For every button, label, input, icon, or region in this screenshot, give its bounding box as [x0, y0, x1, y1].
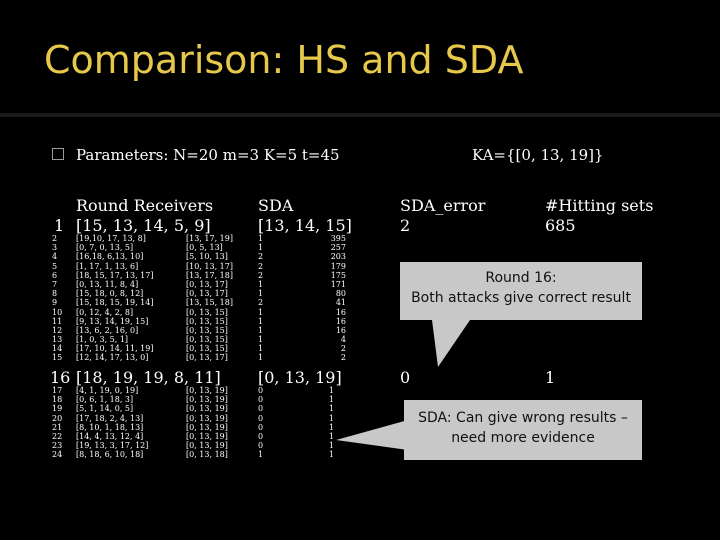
- table-cell-sda: [0, 13, 15]: [186, 325, 228, 335]
- table-cell-sda: [0, 13, 18]: [186, 450, 228, 460]
- header-hitting-sets: #Hitting sets: [545, 196, 654, 215]
- table-cell-hitting-sets: 1: [328, 450, 334, 460]
- table-cell-sda-error: 0: [258, 404, 264, 414]
- table-cell-round-number: 20: [52, 413, 63, 423]
- header-sda: SDA: [258, 196, 294, 215]
- table-cell-sda-error: 2: [258, 270, 264, 280]
- table-cell-round-number: 22: [52, 431, 63, 441]
- table-cell-receivers: [15, 18, 0, 8, 12]: [76, 289, 144, 299]
- table-cell-round-number: 2: [52, 234, 58, 243]
- table-cell-sda-error: 2: [258, 252, 264, 262]
- round1-number: 1: [54, 216, 65, 235]
- table-cell-round-number: 9: [52, 298, 58, 308]
- table-cell-sda-error: 1: [258, 307, 264, 317]
- table-cell-sda: [0, 13, 19]: [186, 413, 228, 423]
- table-cell-receivers: [0, 6, 1, 18, 3]: [76, 395, 134, 405]
- table-cell-round-number: 5: [52, 261, 58, 271]
- table-cell-round-number: 6: [52, 270, 58, 280]
- round1-hitting: 685: [545, 216, 576, 235]
- round16-sda: [0, 13, 19]: [258, 368, 342, 387]
- table-cell-round-number: 13: [52, 335, 63, 345]
- table-cell-hitting-sets: 257: [330, 243, 346, 253]
- table-cell-hitting-sets: 2: [340, 353, 346, 363]
- rounds-a-hitting: [324, 234, 346, 363]
- table-cell-sda: [0, 13, 19]: [186, 395, 228, 405]
- table-cell-hitting-sets: 80: [335, 289, 346, 299]
- header-round-receivers: Round Receivers: [76, 196, 214, 215]
- table-cell-round-number: 14: [52, 344, 63, 354]
- table-cell-sda-error: 1: [258, 353, 264, 363]
- rounds-a-sda: [186, 234, 233, 363]
- table-cell-sda: [0, 13, 19]: [186, 441, 228, 451]
- table-cell-hitting-sets: 395: [330, 234, 346, 243]
- table-cell-receivers: [0, 13, 11, 8, 4]: [76, 279, 139, 289]
- table-cell-round-number: 21: [52, 422, 63, 432]
- table-cell-sda-error: 0: [258, 395, 264, 405]
- table-cell-hitting-sets: 41: [335, 298, 346, 308]
- round1-receivers: [15, 13, 14, 5, 9]: [76, 216, 211, 235]
- header-sda-error: SDA_error: [400, 196, 486, 215]
- table-cell-sda: [0, 13, 19]: [186, 431, 228, 441]
- table-cell-hitting-sets: 1: [328, 431, 334, 441]
- table-cell-hitting-sets: 1: [328, 413, 334, 423]
- round16-receivers: [18, 19, 19, 8, 11]: [76, 368, 221, 387]
- table-cell-sda-error: 1: [258, 344, 264, 354]
- table-cell-hitting-sets: 179: [330, 261, 346, 271]
- table-cell-round-number: 4: [52, 252, 58, 262]
- round16-error: 0: [400, 368, 411, 387]
- ka-label: KA={[0, 13, 19]}: [472, 146, 604, 164]
- table-cell-round-number: 8: [52, 289, 58, 299]
- table-cell-receivers: [1, 17, 1, 13, 6]: [76, 261, 139, 271]
- table-cell-sda-error: 1: [258, 243, 264, 253]
- table-cell-sda: [0, 13, 17]: [186, 279, 228, 289]
- callout-sda-wrong: [404, 400, 642, 460]
- table-cell-receivers: [14, 4, 13, 12, 4]: [76, 431, 144, 441]
- table-cell-receivers: [17, 18, 2, 4, 13]: [76, 413, 144, 423]
- table-cell-receivers: [5, 1, 14, 0, 5]: [76, 404, 134, 414]
- slide-title: Comparison: HS and SDA: [44, 38, 524, 82]
- round1-sda: [13, 14, 15]: [258, 216, 352, 235]
- table-cell-hitting-sets: 203: [330, 252, 346, 262]
- table-cell-round-number: 7: [52, 279, 58, 289]
- table-cell-receivers: [8, 10, 1, 18, 13]: [76, 422, 144, 432]
- table-cell-round-number: 12: [52, 325, 63, 335]
- title-separator: [0, 113, 720, 117]
- table-cell-receivers: [12, 14, 17, 13, 0]: [76, 353, 149, 363]
- rounds-b-sda: [186, 386, 228, 460]
- table-cell-hitting-sets: 1: [328, 386, 334, 395]
- table-cell-sda: [10, 13, 17]: [186, 261, 233, 271]
- table-cell-sda: [0, 13, 15]: [186, 335, 228, 345]
- table-cell-sda-error: 0: [258, 422, 264, 432]
- bullet-icon: [52, 148, 64, 160]
- table-cell-receivers: [8, 18, 6, 10, 18]: [76, 450, 144, 460]
- table-cell-round-number: 19: [52, 404, 63, 414]
- table-cell-round-number: 24: [52, 450, 63, 460]
- table-cell-receivers: [19, 13, 3, 17, 12]: [76, 441, 149, 451]
- table-cell-receivers: [17, 10, 14, 11, 19]: [76, 344, 154, 354]
- callout-sda-wrong-line2: need more evidence: [451, 430, 595, 446]
- table-cell-receivers: [0, 7, 0, 13, 5]: [76, 243, 134, 253]
- rounds-a-error: [258, 234, 263, 363]
- parameters-label: Parameters: N=20 m=3 K=5 t=45: [76, 146, 340, 164]
- table-cell-sda: [0, 13, 15]: [186, 316, 228, 326]
- table-cell-sda-error: 1: [258, 316, 264, 326]
- table-cell-hitting-sets: 1: [328, 422, 334, 432]
- table-cell-hitting-sets: 1: [328, 395, 334, 405]
- table-cell-receivers: [9, 13, 14, 19, 15]: [76, 316, 149, 326]
- table-cell-sda: [0, 13, 17]: [186, 289, 228, 299]
- table-cell-hitting-sets: 16: [335, 307, 346, 317]
- table-cell-sda-error: 1: [258, 289, 264, 299]
- table-cell-receivers: [15, 18, 15, 19, 14]: [76, 298, 154, 308]
- table-cell-sda-error: 1: [258, 234, 264, 243]
- rounds-b-numbers: [52, 386, 62, 460]
- table-cell-hitting-sets: 171: [330, 279, 346, 289]
- table-cell-round-number: 15: [52, 353, 63, 363]
- table-cell-hitting-sets: 1: [328, 441, 334, 451]
- round16-number: 16: [50, 368, 71, 387]
- table-cell-sda-error: 1: [258, 335, 264, 345]
- rounds-b-receivers: [76, 386, 148, 460]
- table-cell-hitting-sets: 1: [328, 404, 334, 414]
- table-cell-round-number: 18: [52, 395, 63, 405]
- table-cell-receivers: [13, 6, 2, 16, 0]: [76, 325, 139, 335]
- table-cell-round-number: 10: [52, 307, 63, 317]
- table-cell-sda: [0, 13, 15]: [186, 344, 228, 354]
- table-cell-sda-error: 0: [258, 441, 264, 451]
- table-cell-sda-error: 2: [258, 298, 264, 308]
- callout-round16: [400, 262, 642, 320]
- table-cell-sda: [0, 13, 19]: [186, 404, 228, 414]
- table-cell-sda-error: 1: [258, 450, 264, 460]
- table-cell-sda: [13, 17, 18]: [186, 270, 233, 280]
- table-cell-sda: [5, 10, 13]: [186, 252, 228, 262]
- table-cell-sda: [0, 13, 19]: [186, 422, 228, 432]
- table-cell-sda-error: 0: [258, 386, 264, 395]
- table-cell-receivers: [16,18, 6,13, 10]: [76, 252, 144, 262]
- table-cell-sda-error: 0: [258, 431, 264, 441]
- table-cell-round-number: 3: [52, 243, 58, 253]
- table-cell-receivers: [4, 1, 19, 0, 19]: [76, 386, 139, 395]
- table-cell-sda-error: 2: [258, 261, 264, 271]
- table-cell-sda-error: 1: [258, 279, 264, 289]
- table-cell-receivers: [1, 0, 3, 5, 1]: [76, 335, 129, 345]
- rounds-a-numbers: [52, 234, 62, 363]
- table-cell-hitting-sets: 16: [335, 325, 346, 335]
- round16-hitting: 1: [545, 368, 556, 387]
- table-cell-hitting-sets: 4: [340, 335, 346, 345]
- table-cell-round-number: 11: [52, 316, 63, 326]
- rounds-b-error: [258, 386, 263, 460]
- table-cell-receivers: [19,10, 17, 13, 8]: [76, 234, 146, 243]
- table-cell-sda-error: 0: [258, 413, 264, 423]
- table-cell-round-number: 17: [52, 386, 63, 395]
- table-cell-sda: [0, 13, 15]: [186, 307, 228, 317]
- callout-sda-wrong-line1: SDA: Can give wrong results –: [418, 410, 628, 426]
- callout-round16-line2: Both attacks give correct result: [411, 290, 631, 306]
- table-cell-round-number: 23: [52, 441, 63, 451]
- table-cell-hitting-sets: 175: [330, 270, 346, 280]
- table-cell-sda: [13, 17, 19]: [186, 234, 233, 243]
- table-cell-sda: [0, 5, 13]: [186, 243, 223, 253]
- callout-round16-line1: Round 16:: [485, 270, 557, 286]
- table-cell-sda-error: 1: [258, 325, 264, 335]
- round1-error: 2: [400, 216, 411, 235]
- rounds-a-receivers: [76, 234, 153, 363]
- table-cell-sda: [0, 13, 17]: [186, 353, 228, 363]
- table-cell-receivers: [18, 15, 17, 13, 17]: [76, 270, 154, 280]
- table-cell-receivers: [0, 12, 4, 2, 8]: [76, 307, 134, 317]
- table-cell-sda: [13, 15, 18]: [186, 298, 233, 308]
- table-cell-sda: [0, 13, 19]: [186, 386, 228, 395]
- table-cell-hitting-sets: 2: [340, 344, 346, 354]
- table-cell-hitting-sets: 16: [335, 316, 346, 326]
